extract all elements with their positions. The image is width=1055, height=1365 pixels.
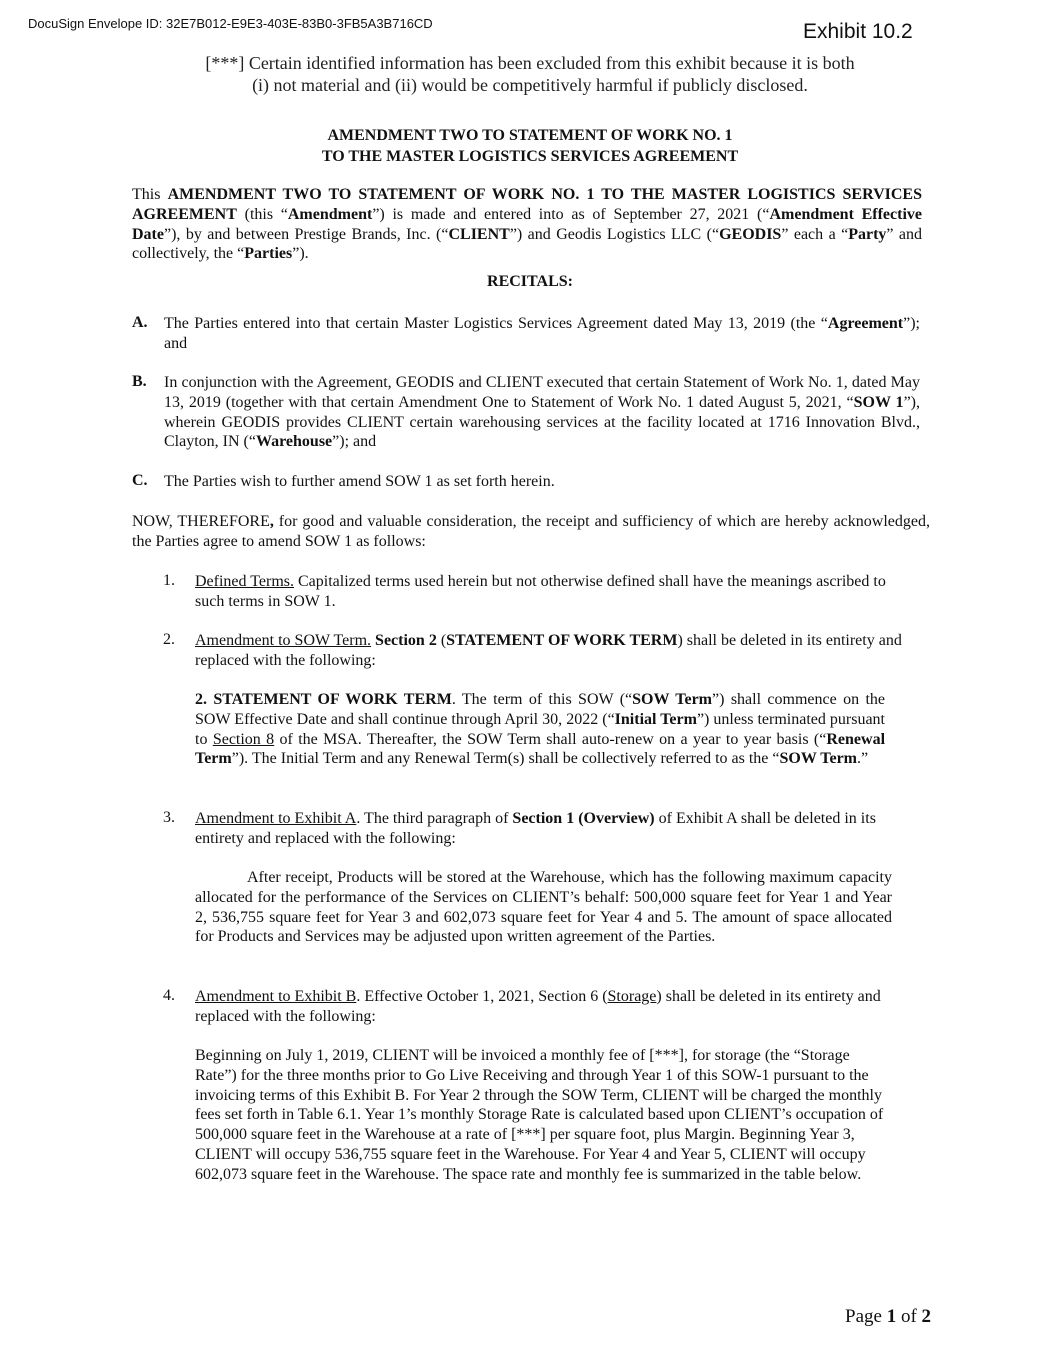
recitals-heading: RECITALS: [487,273,573,290]
redaction-note [130,52,930,96]
docusign-envelope-id: DocuSign Envelope ID: 32E7B012-E9E3-403E-83B0-3FB5A3B716CD [28,16,433,31]
item-4-heading: Amendment to Exhibit B [195,988,357,1005]
item-3-heading: Amendment to Exhibit A [195,810,357,827]
defined-term-sow-term: SOW Term [632,691,713,708]
item-3-body: . The third paragraph of [356,810,513,827]
replacement-text: . The term of this SOW (“ [451,691,633,708]
item-1-number: 1. [163,572,175,589]
item-4-body: ) shall be deleted in its entirety and replaced with the following: [195,988,881,1025]
recital-c-text: The Parties wish to further amend SOW 1 as set forth herein. [164,473,555,490]
item-2-replacement-text [195,690,885,769]
defined-term-sow1: SOW 1 [853,393,904,411]
item-2-body: ) shall be deleted in its entirety and replaced with the following: [195,632,902,669]
replacement-text: ”) shall commence on the SOW Effective Date and shall continue through April 30, 2022 (“ [195,691,886,728]
item-2-section-title: STATEMENT OF WORK TERM [446,632,678,649]
exhibit-label: Exhibit 10.2 [803,20,913,43]
intro-agreement-name: AMENDMENT TWO TO STATEMENT OF WORK NO. 1 TO THE MASTER LOGISTICS SERVICES AGREEMENT [132,186,922,223]
recital-text: ”); and [332,433,377,451]
defined-term-party: Party [848,225,887,243]
intro-text: ” each a “ [781,225,849,243]
document-title-line1: AMENDMENT TWO TO STATEMENT OF WORK NO. 1 [327,127,733,144]
defined-term-client: CLIENT [448,225,510,243]
item-4-text [195,987,912,1027]
intro-text: ”) is made and entered into as of September 27, 2021 (“ [372,205,770,223]
item-3-text [195,809,912,849]
item-2-body: ( [436,632,447,649]
recital-b-text [164,373,920,452]
now-therefore-text: for good and valuable consideration, the receipt and sufficiency of which are hereby acknowledged, the Parties agree to amend SOW 1 as follows: [132,513,930,550]
intro-text: ”), by and between Prestige Brands, Inc. (“ [163,225,449,243]
recital-a-letter: A. [132,314,148,331]
recital-text: The Parties entered into that certain Master Logistics Services Agreement dated May 13, 2019 (the “ [164,315,828,332]
replacement-section-heading: 2. STATEMENT OF WORK TERM [195,691,452,708]
defined-term-initial-term: Initial Term [614,710,697,728]
defined-term-geodis: GEODIS [719,225,782,243]
intro-text: ”). [292,245,309,263]
item-3-section-ref: Section 1 (Overview) [512,810,655,827]
replacement-text: .” [857,750,869,768]
item-3-replacement-text: After receipt, Products will be stored at the Warehouse, which has the following maximum capacity allocated for the performance of the Services on CLIENT’s behalf: 500,000 square feet for Year 1 and Year 2, 536,755 square feet for Year 3 and 602,073 square feet for Year 4 and 5. The amount of space allocated for Products and Services may be adjusted upon written agreement of the Parties. [195,869,892,946]
replacement-text: ”). The Initial Term and any Renewal Term(s) shall be collectively referred to as the “ [231,750,780,768]
item-4-number: 4. [163,987,175,1004]
intro-text: This [132,186,168,203]
item-2-section-ref: Section 2 [375,632,437,649]
now-therefore-comma: , [269,513,274,530]
item-3-number: 3. [163,809,175,826]
intro-paragraph [132,185,922,264]
defined-term-parties: Parties [244,245,293,263]
item-3-body: of Exhibit A shall be deleted in its entirety and replaced with the following: [195,810,876,847]
document-title-line2: TO THE MASTER LOGISTICS SERVICES AGREEMENT [321,148,739,165]
defined-term-amendment: Amendment [287,205,373,223]
recital-text: ”); and [164,315,920,352]
redaction-note-line1: [***] Certain identified information has been excluded from this exhibit because it is both [205,53,855,73]
replacement-text: of the MSA. Thereafter, the SOW Term shall auto-renew on a year to year basis (“ [274,730,827,748]
recital-a-text [164,314,920,354]
defined-term-warehouse: Warehouse [255,433,333,451]
now-therefore-paragraph [132,512,930,552]
item-2-heading: Amendment to SOW Term. [195,632,372,649]
page-number [845,1306,931,1328]
recital-text: In conjunction with the Agreement, GEODIS and CLIENT executed that certain Statement of Work No. 1, dated May 13, 2019 (together with that certain Amendment One to Statement of Work No. 1 dated August 5, 2021, “ [164,374,920,411]
intro-text: ”) and Geodis Logistics LLC (“ [509,225,720,243]
defined-term-sow-term: SOW Term [779,750,857,768]
page-total: 2 [921,1306,932,1327]
defined-term-effective-date: Amendment Effective Date [132,205,923,243]
intro-text: ” and collectively, the “ [132,225,923,263]
item-4-replacement-text: Beginning on July 1, 2019, CLIENT will be invoiced a monthly fee of [***], for storage (the “Storage Rate”) for the three months prior to Go Live Receiving and through Year 1 of this SOW-1 pursuant to the invoicing terms of this Exhibit B. For Year 2 through the SOW Term, CLIENT will be charged the monthly fees set forth in Table 6.1. Year 1’s monthly Storage Rate is calculated based upon CLIENT’s occupation of 500,000 square feet in the Warehouse at a rate of [***] per square foot, plus Margin. Beginning Year 3, CLIENT will occupy 536,755 square feet in the Warehouse. For Year 4 and Year 5, CLIENT will occupy 602,073 square feet in the Warehouse. The space rate and monthly fee is summarized in the table below. [195,1047,884,1183]
defined-term-agreement: Agreement [827,315,904,332]
recital-c-letter: C. [132,472,148,489]
item-1-heading: Defined Terms. [195,573,294,590]
document-title [130,125,930,167]
item-1-body: Capitalized terms used herein but not otherwise defined shall have the meanings ascribed to such terms in SOW 1. [195,573,886,610]
page-current: 1 [886,1306,897,1327]
replacement-text: ”) unless terminated pursuant to [195,710,886,748]
item-2-text [195,631,912,671]
recital-b-letter: B. [132,373,147,390]
storage-reference: Storage [607,988,657,1005]
redaction-note-line2: (i) not material and (ii) would be competitively harmful if publicly disclosed. [252,75,808,95]
page-of-word: of [896,1306,922,1327]
item-4-body: . Effective October 1, 2021, Section 6 ( [356,988,608,1005]
recital-text: ”), wherein GEODIS provides CLIENT certain warehousing services at the facility located at 1716 Innovation Blvd., Clayton, IN (“ [164,393,920,451]
section-8-reference: Section 8 [212,730,275,748]
now-therefore-text: NOW, THEREFORE [132,513,270,530]
defined-term-renewal-term: Renewal Term [195,730,886,768]
item-1-text [195,572,912,612]
item-2-number: 2. [163,631,175,648]
intro-text: (this “ [236,205,288,223]
page-word: Page [845,1306,887,1327]
